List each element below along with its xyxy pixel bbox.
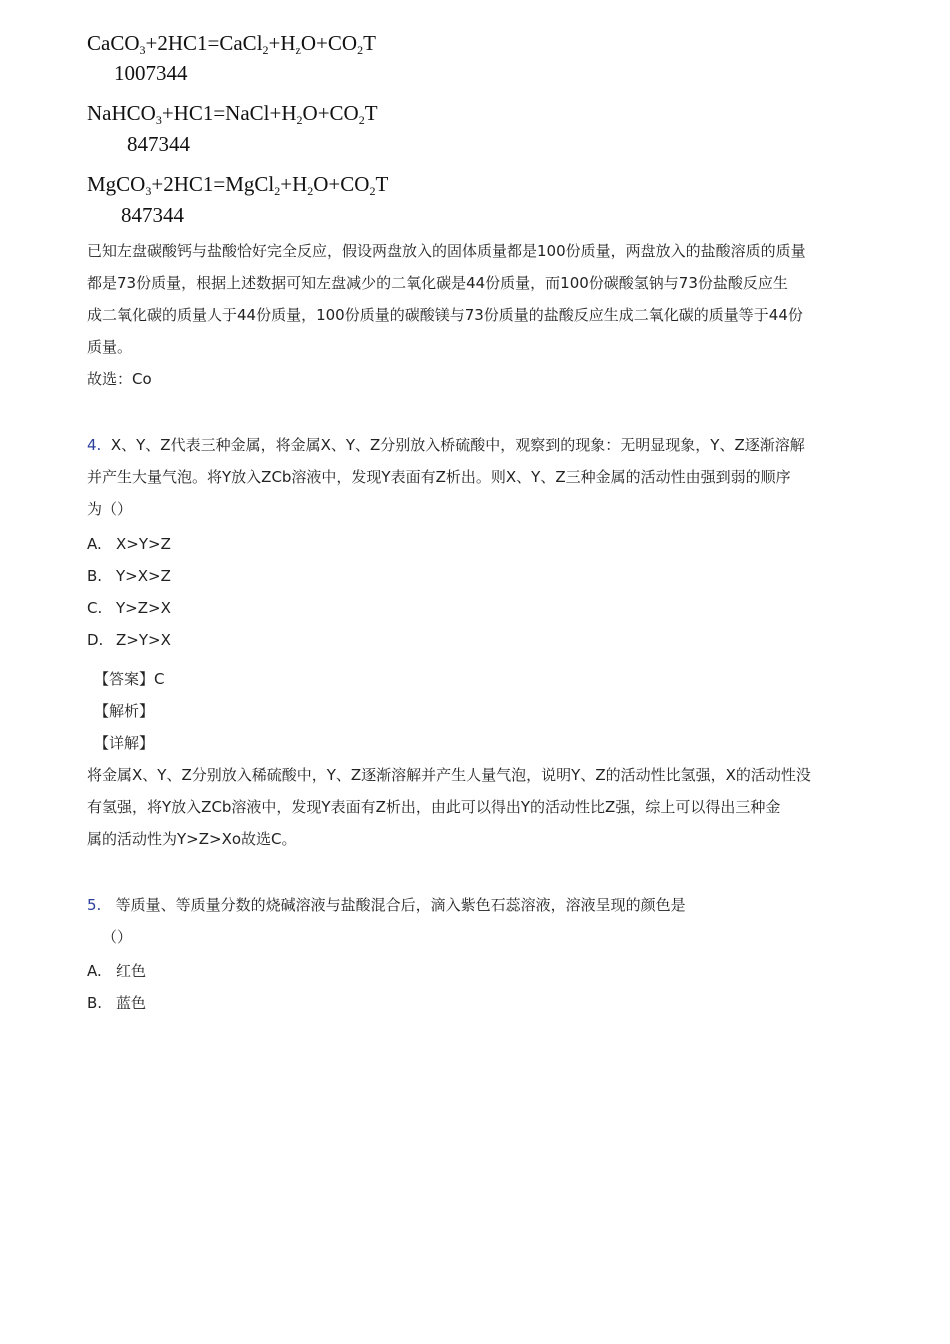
question-5-option-a: A. 红色 <box>87 962 147 980</box>
equation-caco3: $CaCO_3+2HC1=CaCl_2+H_zO+CO_2T$ <box>87 31 376 57</box>
analysis-label: 【解析】 <box>94 702 155 720</box>
question-4-option-c: C. Y>Z>X <box>87 599 171 617</box>
equation-mgco3: $MgCO_3+2HC1=MgCl_2+H_2O+CO_2T$ <box>87 172 389 198</box>
explanation-paragraph <box>87 235 867 363</box>
choice-line: 故选：Co <box>87 370 152 388</box>
explanation-line: 成二氧化碳的质量人于44份质量，100份质量的碳酸镁与73份质量的盐酸反应生成二氧化碳的质量等于44份 <box>87 306 803 324</box>
question-4-option-d: D. Z>Y>X <box>87 631 171 649</box>
question-4-option-a: A. X>Y>Z <box>87 535 171 553</box>
question-5-number: 5. <box>87 896 102 914</box>
question-4-number: 4. <box>87 436 102 454</box>
equation-caco3-masses: 1007344 <box>114 61 188 85</box>
explanation-line: 已知左盘碳酸钙与盐酸恰好完全反应，假设两盘放入的固体质量都是100份质量，两盘放入的盐酸溶质的质量 <box>87 242 806 260</box>
detail-paragraph <box>87 759 867 855</box>
explanation-line: 都是73份质量，根据上述数据可知左盘减少的二氧化碳是44份质量，而100份碳酸氢钠与73份盐酸反应生 <box>87 274 788 292</box>
equation-nahco3: $NaHCO_3+HC1=NaCl+H_2O+CO_2T$ <box>87 101 378 127</box>
detail-line: 将金属X、Y、Z分别放入稀硫酸中，Y、Z逐渐溶解并产生人量气泡，说明Y、Z的活动性比氢强，X的活动性没 <box>87 766 811 784</box>
question-5-line-1: 5. 等质量、等质量分数的烧碱溶液与盐酸混合后，滴入紫色石蕊溶液，溶液呈现的颜色是 <box>87 896 686 914</box>
equation-mgco3-masses: 847344 <box>121 203 184 227</box>
question-5-option-b: B. 蓝色 <box>87 994 147 1012</box>
detail-label: 【详解】 <box>94 734 155 752</box>
question-4-option-b: B. Y>X>Z <box>87 567 171 585</box>
answer-label: 【答案】C <box>94 670 165 688</box>
question-4-line-1: 4. X、Y、Z代表三种金属，将金属X、Y、Z分别放入桥硫酸中，观察到的现象：无明显现象，Y、Z逐渐溶解 <box>87 436 805 454</box>
explanation-line: 质量。 <box>87 338 133 356</box>
question-4-line-2: 并产生大量气泡。将Y放入ZCb溶液中，发现Y表面有Z析出。则X、Y、Z三种金属的活动性由强到弱的顺序 <box>87 468 791 486</box>
detail-line: 有氢强，将Y放入ZCb溶液中，发现Y表面有Z析出，由此可以得出Y的活动性比Z强，综上可以得出三种金 <box>87 798 781 816</box>
detail-line: 属的活动性为Y>Z>Xo故选C。 <box>87 830 297 848</box>
question-5-line-2: （） <box>102 928 133 946</box>
question-4-line-3: 为（） <box>87 500 133 518</box>
equation-nahco3-masses: 847344 <box>127 132 190 156</box>
